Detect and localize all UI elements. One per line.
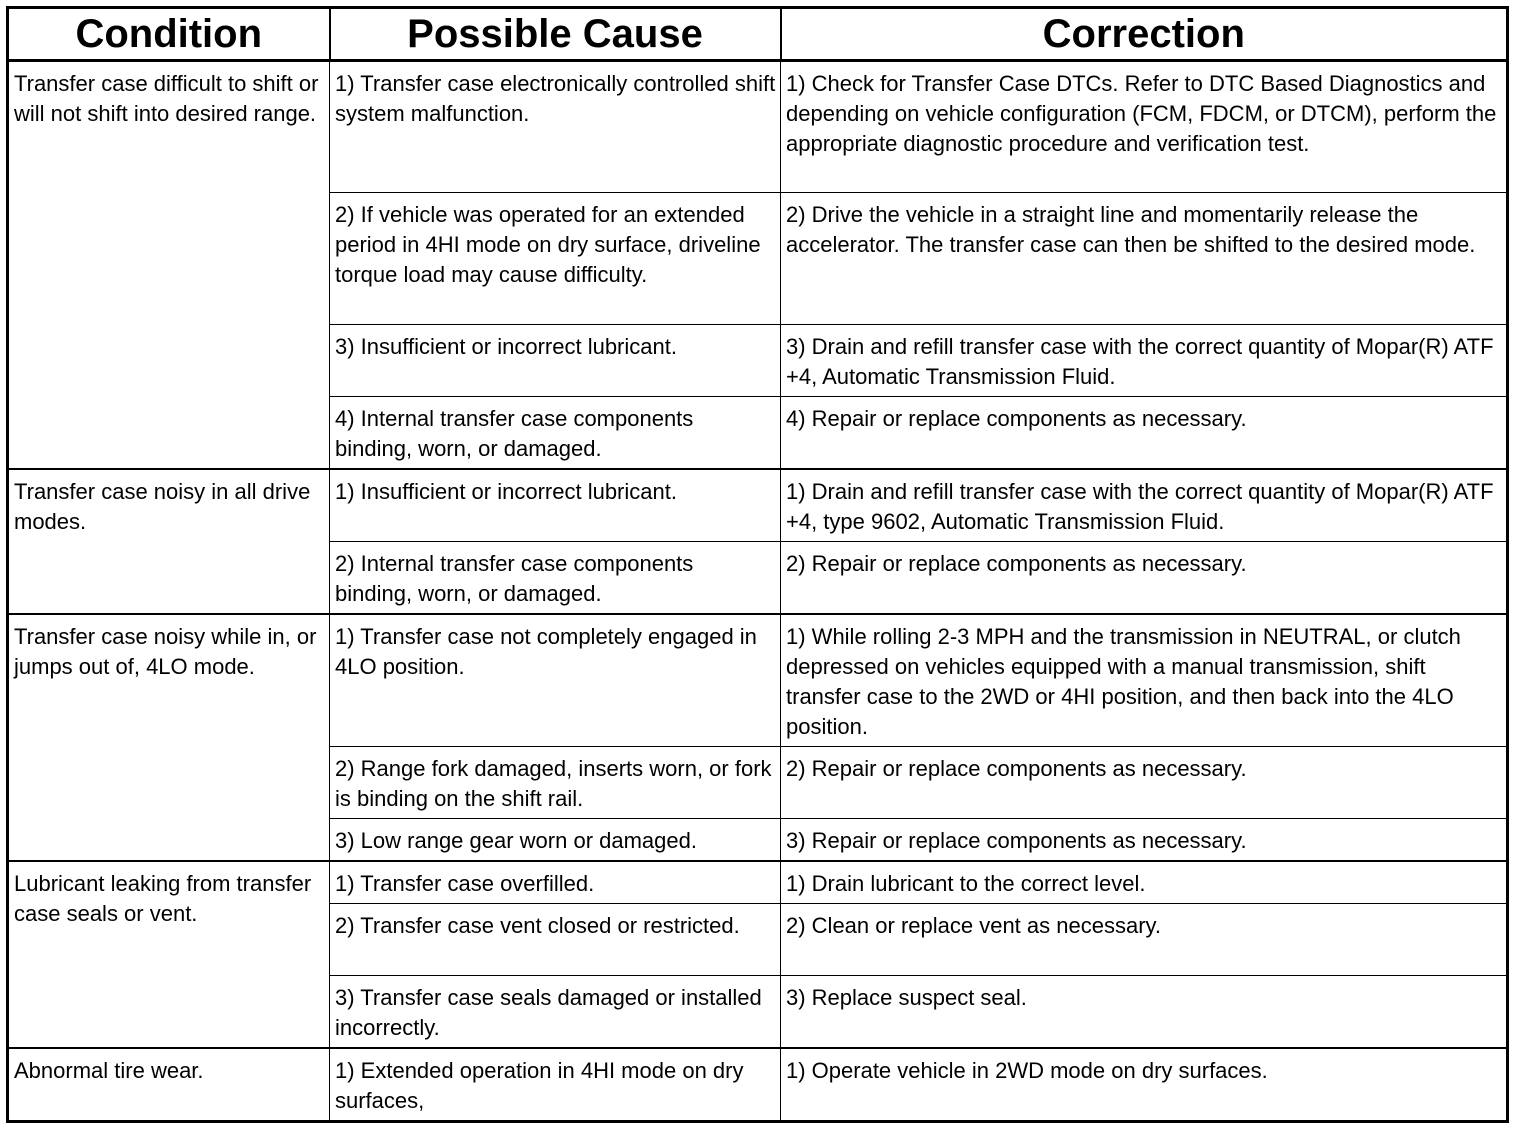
cause-cell: 3) Insufficient or incorrect lubricant. (330, 325, 781, 397)
correction-cell: 3) Replace suspect seal. (781, 976, 1508, 1049)
header-condition: Condition (8, 8, 330, 61)
correction-cell: 2) Drive the vehicle in a straight line and momentarily release the accelerator. The transfer case can then be shifted to the desired mode. (781, 193, 1508, 325)
cause-cell: 1) Transfer case electronically controlled shift system malfunction. (330, 61, 781, 193)
table-row (8, 861, 1508, 904)
correction-cell: 1) Drain lubricant to the correct level. (781, 861, 1508, 904)
cause-cell: 1) Insufficient or incorrect lubricant. (330, 469, 781, 542)
correction-cell: 2) Repair or replace components as necessary. (781, 542, 1508, 615)
correction-cell: 3) Drain and refill transfer case with the correct quantity of Mopar(R) ATF +4, Automatic Transmission Fluid. (781, 325, 1508, 397)
correction-cell: 1) Check for Transfer Case DTCs. Refer to DTC Based Diagnostics and depending on vehicle configuration (FCM, FDCM, or DTCM), perform the appropriate diagnostic procedure and verification test. (781, 61, 1508, 193)
condition-cell: Transfer case difficult to shift or will not shift into desired range. (8, 61, 330, 470)
table-row (8, 469, 1508, 542)
condition-cell: Abnormal tire wear. (8, 1048, 330, 1122)
correction-cell: 1) Drain and refill transfer case with the correct quantity of Mopar(R) ATF +4, type 9602, Automatic Transmission Fluid. (781, 469, 1508, 542)
cause-cell: 2) Range fork damaged, inserts worn, or fork is binding on the shift rail. (330, 747, 781, 819)
cause-cell: 2) If vehicle was operated for an extended period in 4HI mode on dry surface, driveline torque load may cause difficulty. (330, 193, 781, 325)
cause-cell: 2) Transfer case vent closed or restricted. (330, 904, 781, 976)
condition-cell: Transfer case noisy while in, or jumps out of, 4LO mode. (8, 614, 330, 861)
diagnosis-table (6, 6, 1509, 1123)
condition-cell: Transfer case noisy in all drive modes. (8, 469, 330, 614)
table-row (8, 61, 1508, 193)
header-row (8, 8, 1508, 61)
correction-cell: 1) Operate vehicle in 2WD mode on dry surfaces. (781, 1048, 1508, 1122)
cause-cell: 4) Internal transfer case components binding, worn, or damaged. (330, 397, 781, 470)
cause-cell: 1) Transfer case overfilled. (330, 861, 781, 904)
correction-cell: 3) Repair or replace components as necessary. (781, 819, 1508, 862)
cause-cell: 2) Internal transfer case components binding, worn, or damaged. (330, 542, 781, 615)
header-possible-cause: Possible Cause (330, 8, 781, 61)
cause-cell: 3) Transfer case seals damaged or installed incorrectly. (330, 976, 781, 1049)
condition-cell: Lubricant leaking from transfer case seals or vent. (8, 861, 330, 1048)
table-row (8, 614, 1508, 747)
cause-cell: 3) Low range gear worn or damaged. (330, 819, 781, 862)
header-correction: Correction (781, 8, 1508, 61)
correction-cell: 2) Repair or replace components as necessary. (781, 747, 1508, 819)
cause-cell: 1) Extended operation in 4HI mode on dry surfaces, (330, 1048, 781, 1122)
correction-cell: 1) While rolling 2-3 MPH and the transmission in NEUTRAL, or clutch depressed on vehicles equipped with a manual transmission, shift transfer case to the 2WD or 4HI position, and then back into the 4LO position. (781, 614, 1508, 747)
correction-cell: 4) Repair or replace components as necessary. (781, 397, 1508, 470)
table-row (8, 1048, 1508, 1122)
correction-cell: 2) Clean or replace vent as necessary. (781, 904, 1508, 976)
cause-cell: 1) Transfer case not completely engaged in 4LO position. (330, 614, 781, 747)
